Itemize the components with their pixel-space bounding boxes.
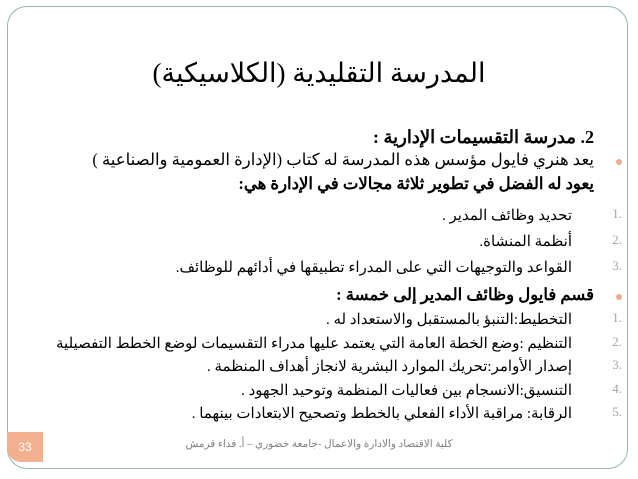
slide-title: المدرسة التقليدية (الكلاسيكية) xyxy=(152,58,486,88)
list-item xyxy=(0,404,638,426)
paragraph-2: قسم فايول وظائف المدير إلى خمسة : xyxy=(336,285,594,304)
list-item xyxy=(0,334,638,356)
list-number: 5. xyxy=(612,404,622,419)
list-number: 3. xyxy=(612,357,622,372)
slide-footer: كلية الاقتصاد والادارة والاعمال -جامعة خضوري – أ. فداء قرمش xyxy=(185,439,453,450)
bullet-icon xyxy=(616,159,622,165)
list-number: 2. xyxy=(612,334,622,349)
list-text: تحديد وظائف المدير . xyxy=(442,208,572,224)
list-number: 1. xyxy=(612,310,622,325)
list-text: التنظيم :وضع الخطة العامة التي يعتمد عليها مدراء التقسيمات لوضع الخطط التفصيلية xyxy=(56,336,572,352)
list-item xyxy=(0,381,638,403)
list-text: أنظمة المنشاة. xyxy=(479,234,572,250)
list-item xyxy=(0,357,638,379)
list-number: 4. xyxy=(612,381,622,396)
list-text: التنسيق:الانسجام بين فعاليات المنظمة وتوحيد الجهود . xyxy=(241,383,572,399)
list-text: التخطيط:التنبؤ بالمستقبل والاستعداد له . xyxy=(326,312,572,328)
paragraph-line-2: يعود له الفضل في تطوير ثلاثة مجالات في الإدارة هي: xyxy=(238,174,594,193)
list-item xyxy=(0,310,638,332)
paragraph-line-1: يعد هنري فايول مؤسس هذه المدرسة له كتاب (الإدارة العمومية والصناعية ) xyxy=(92,150,594,169)
list-number: 1. xyxy=(612,206,622,221)
list-item xyxy=(0,232,638,254)
list-text: الرقابة: مراقبة الأداء الفعلي بالخطط وتصحيح الابتعادات بينهما . xyxy=(191,406,572,422)
list-number: 3. xyxy=(612,258,622,273)
list-text: القواعد والتوجيهات التي على المدراء تطبيقها في أدائهم للوظائف. xyxy=(175,260,572,276)
page-number-badge: 33 xyxy=(7,432,43,462)
bullet-icon xyxy=(616,294,622,300)
list-number: 2. xyxy=(612,232,622,247)
list-text: إصدار الأوامر:تحريك الموارد البشرية لانجاز أهداف المنظمة . xyxy=(207,359,572,375)
section-heading: 2. مدرسة التقسيمات الإدارية : xyxy=(373,127,594,147)
list-item xyxy=(0,258,638,280)
list-item xyxy=(0,206,638,228)
